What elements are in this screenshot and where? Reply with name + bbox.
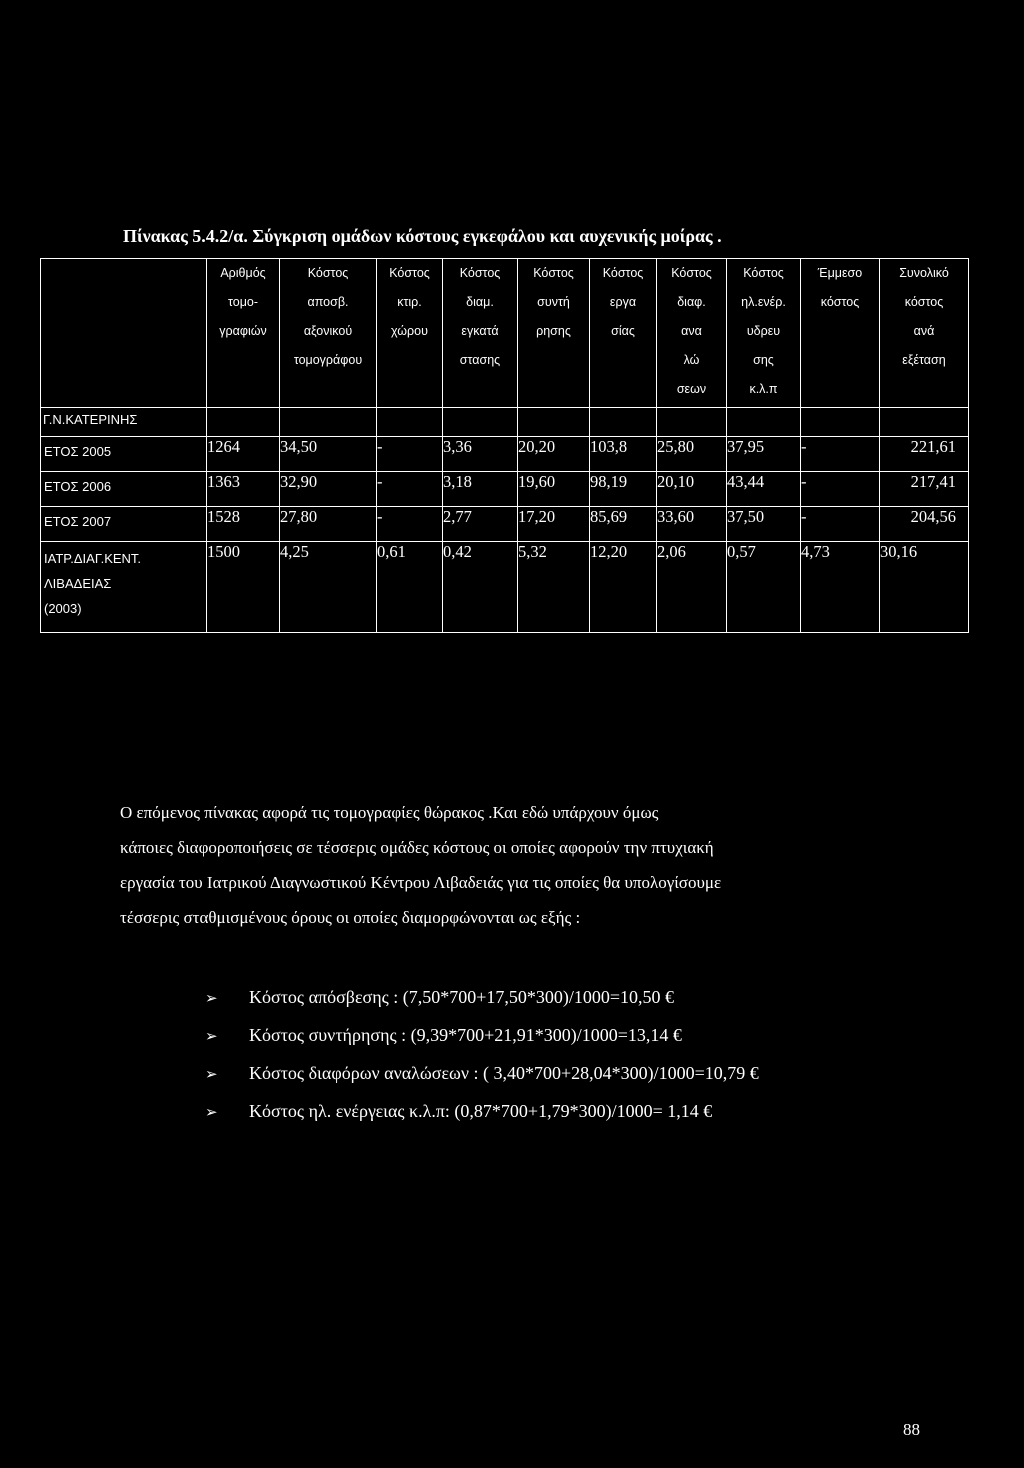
cell: 12,20 [590,542,657,633]
header-cell-indirect: Έμμεσο κόστος [801,259,880,408]
arrow-bullet-icon: ➢ [205,1105,218,1121]
cell: - [377,472,443,507]
cell: 32,90 [280,472,377,507]
cell: - [801,507,880,542]
table-header-row [41,259,969,408]
cell: 103,8 [590,437,657,472]
paragraph-line: κάποιες διαφοροποιήσεις σε τέσσερις ομάδες κόστους οι οποίες αφορούν την πτυχιακή [120,838,714,857]
cell: - [801,472,880,507]
header-cell-installation: Κόστος διαμ. εγκατά στασης [443,259,518,408]
cell: 25,80 [657,437,727,472]
cell: 20,10 [657,472,727,507]
group-row [41,408,969,437]
cell: 37,50 [727,507,801,542]
cell: 33,60 [657,507,727,542]
header-cell-count: Αριθμός τομο- γραφιών [207,259,280,408]
cell: 30,16 [880,542,969,633]
cell: - [377,437,443,472]
body-paragraph [120,795,920,935]
cell: 20,20 [518,437,590,472]
row-label: ΙΑΤΡ.ΔΙΑΓ.ΚΕΝΤ. ΛΙΒΑΔΕΙΑΣ (2003) [41,542,207,633]
list-item: ➢ Κόστος απόσβεσης : (7,50*700+17,50*300)/1000=10,50 € [205,982,759,1020]
cell: 27,80 [280,507,377,542]
cell: 1264 [207,437,280,472]
row-label: ΕΤΟΣ 2007 [41,507,207,542]
cell: - [377,507,443,542]
cell: 2,06 [657,542,727,633]
arrow-bullet-icon: ➢ [205,991,218,1007]
list-item: ➢ Κόστος ηλ. ενέργειας κ.λ.π: (0,87*700+1,79*300)/1000= 1,14 € [205,1096,759,1134]
formula-list [205,982,759,1134]
cell: 4,73 [801,542,880,633]
table-caption: Πίνακας 5.4.2/α. Σύγκριση ομάδων κόστους εγκεφάλου και αυχενικής μοίρας . [123,226,722,246]
cell: 34,50 [280,437,377,472]
header-cell-labour: Κόστος εργα σίας [590,259,657,408]
paragraph-line: εργασία του Ιατρικού Διαγνωστικού Κέντρου Λιβαδειάς για τις οποίες θα υπολογίσουμε [120,873,722,892]
cell: 0,42 [443,542,518,633]
header-cell-consumables: Κόστος διαφ. ανα λώ σεων [657,259,727,408]
cell: - [801,437,880,472]
cell: 0,61 [377,542,443,633]
cell: 204,56 [880,507,969,542]
cell: 19,60 [518,472,590,507]
header-cell-total: Συνολικό κόστος ανά εξέταση [880,259,969,408]
cell: 1363 [207,472,280,507]
group-label: Γ.Ν.ΚΑΤΕΡΙΝΗΣ [41,408,207,437]
cell: 3,18 [443,472,518,507]
header-cell-building: Κόστος κτιρ. χώρου [377,259,443,408]
cell: 85,69 [590,507,657,542]
table-row [41,542,969,633]
table-row [41,507,969,542]
header-cell-depreciation: Κόστος αποσβ. αξονικού τομογράφου [280,259,377,408]
cell: 217,41 [880,472,969,507]
table-row [41,472,969,507]
table-row [41,437,969,472]
page-number: 88 [903,1420,920,1439]
list-item: ➢ Κόστος συντήρησης : (9,39*700+21,91*300)/1000=13,14 € [205,1020,759,1058]
cell: 37,95 [727,437,801,472]
paragraph-line: Ο επόμενος πίνακας αφορά τις τομογραφίες θώρακος .Και εδώ υπάρχουν όμως [120,803,659,822]
cell: 5,32 [518,542,590,633]
header-cell [41,259,207,408]
header-cell-utilities: Κόστος ηλ.ενέρ. υδρευ σης κ.λ.π [727,259,801,408]
cell: 221,61 [880,437,969,472]
cell: 43,44 [727,472,801,507]
list-item: ➢ Κόστος διαφόρων αναλώσεων : ( 3,40*700+28,04*300)/1000=10,79 € [205,1058,759,1096]
cell: 3,36 [443,437,518,472]
cell: 1500 [207,542,280,633]
cell: 4,25 [280,542,377,633]
row-label: ΕΤΟΣ 2006 [41,472,207,507]
header-cell-maintenance: Κόστος συντή ρησης [518,259,590,408]
cell: 17,20 [518,507,590,542]
cell: 1528 [207,507,280,542]
arrow-bullet-icon: ➢ [205,1029,218,1045]
row-label: ΕΤΟΣ 2005 [41,437,207,472]
cell: 98,19 [590,472,657,507]
cell: 2,77 [443,507,518,542]
cost-comparison-table [40,258,969,633]
cell: 0,57 [727,542,801,633]
arrow-bullet-icon: ➢ [205,1067,218,1083]
paragraph-line: τέσσερις σταθμισμένους όρους οι οποίες διαμορφώνονται ως εξής : [120,908,581,927]
